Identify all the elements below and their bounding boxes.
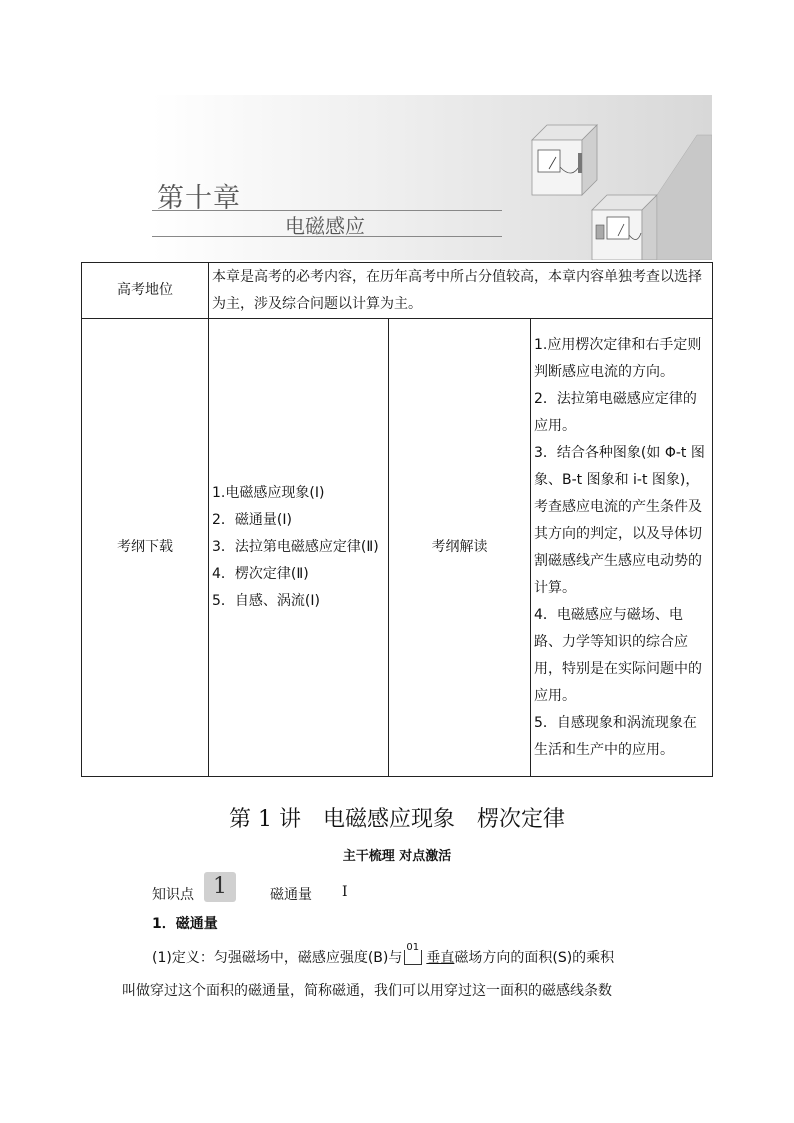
list-item: 5．自感现象和涡流现象在生活和生产中的应用。	[534, 714, 697, 758]
table-label-syllabus: 考纲下载	[82, 319, 209, 777]
list-item: 5．自感、涡流(Ⅰ)	[212, 593, 320, 609]
definition-line	[152, 942, 615, 967]
section-subheading: 主干梳理 对点激活	[342, 849, 452, 864]
list-item: 4．电磁感应与磁场、电路、力学等知识的综合应用，特别是在实际问题中的应用。	[534, 606, 702, 704]
list-item: 2．磁通量(Ⅰ)	[212, 512, 292, 528]
table-row	[82, 319, 713, 777]
blank-answer: 垂直	[426, 950, 455, 966]
subtitle-rule	[152, 236, 502, 237]
item-heading: 1．磁通量	[152, 916, 218, 932]
fill-blank-marker	[404, 942, 424, 964]
definition-line-continued: 叫做穿过这个面积的磁通量，简称磁通，我们可以用穿过这一面积的磁感线条数	[122, 983, 612, 999]
chapter-overview-table	[81, 262, 713, 777]
list-item: 1.电磁感应现象(Ⅰ)	[212, 485, 325, 501]
knowledge-point-number-badge: 1	[204, 872, 236, 902]
table-label-interpretation: 考纲解读	[389, 319, 531, 777]
list-item: 2．法拉第电磁感应定律的应用。	[534, 390, 697, 434]
definition-text-before: (1)定义：匀强磁场中，磁感应强度(B)与	[152, 950, 403, 966]
definition-text-after: 磁场方向的面积(S)的乘积	[454, 950, 615, 966]
table-label-status: 高考地位	[82, 263, 209, 319]
list-item: 4．楞次定律(Ⅱ)	[212, 566, 309, 582]
chapter-title: 第十章	[157, 183, 241, 214]
chapter-subtitle: 电磁感应	[285, 214, 365, 238]
knowledge-point-level: Ⅰ	[342, 884, 348, 900]
list-item: 3．结合各种图象(如 Φ-t 图象、B-t 图象和 i-t 图象)，考查感应电流的产生条件及其方向的判定，以及导体切割磁感线产生感应电动势的计算。	[534, 444, 705, 596]
knowledge-point-name: 磁通量	[270, 887, 312, 903]
interpretation-list	[531, 319, 713, 777]
syllabus-list	[209, 319, 389, 777]
table-row	[82, 263, 713, 319]
list-item: 1.应用楞次定律和右手定则判断感应电流的方向。	[534, 336, 702, 380]
list-item: 3．法拉第电磁感应定律(Ⅱ)	[212, 539, 379, 555]
lecture-title: 第 1 讲 电磁感应现象 楞次定律	[229, 807, 565, 832]
knowledge-point-label: 知识点	[152, 887, 194, 903]
table-cell-status: 本章是高考的必考内容，在历年高考中所占分值较高，本章内容单独考查以选择为主，涉及综合问题以计算为主。	[209, 263, 713, 319]
blank-number: 01	[406, 942, 420, 953]
blank-box-icon	[404, 950, 422, 965]
